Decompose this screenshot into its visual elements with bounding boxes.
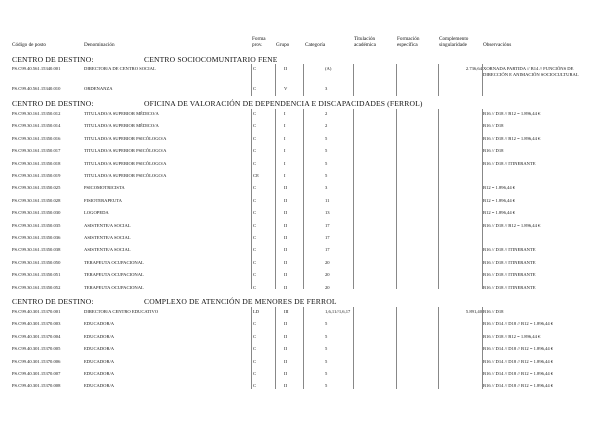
row-grupo: II [284, 321, 288, 327]
column-rule [482, 109, 483, 289]
row-forma: LD [253, 309, 260, 314]
column-rule [353, 307, 354, 389]
row-forma: C [253, 111, 257, 116]
row-categoria: 5 [325, 160, 328, 166]
row-code: PS.C99.30.161.15350.052 [12, 284, 61, 290]
row-grupo: II [284, 66, 288, 71]
row-observacions: B12 = 1.896,44 € [483, 185, 516, 191]
row-observacions: B16 // D14 // D18 // B12 = 1.896,44 € [483, 321, 554, 327]
row-denominacion: TITULADO/A SUPERIOR PSICÓLOGO/A [84, 148, 167, 154]
row-forma: C [253, 66, 257, 71]
table-row [0, 309, 615, 321]
column-rule [353, 64, 354, 96]
section-label: CENTRO DE DESTINO: [12, 55, 94, 64]
row-observacions: B16 // D14 // D18 // B12 = 1.896,44 € [483, 371, 554, 376]
column-rule [251, 109, 252, 289]
row-forma: C [253, 259, 257, 265]
column-rule [438, 109, 439, 289]
row-code: PS.C99.30.161.15350.018 [12, 160, 61, 166]
table-row [0, 223, 615, 235]
row-code: PS.C99.30.161.15350.016 [12, 135, 61, 141]
row-forma: C [253, 235, 257, 240]
row-forma: C [253, 321, 257, 327]
row-observacions: B16 // D18 // ITINERANTE [483, 284, 536, 290]
column-rule [303, 109, 304, 289]
row-categoria: 5 [325, 371, 328, 376]
row-forma: C [253, 272, 257, 278]
table-row [0, 210, 615, 222]
row-categoria: 17 [325, 247, 330, 253]
row-forma: C [253, 346, 257, 352]
row-forma: CE [253, 173, 259, 178]
row-denominacion: TITULADO/A SUPERIOR PSICÓLOGO/A [84, 160, 167, 166]
row-forma: C [253, 358, 257, 364]
row-code: PS.C99.40.301.15370.005 [12, 346, 61, 352]
table-row [0, 86, 615, 98]
table-row [0, 66, 615, 78]
table-row [0, 371, 615, 383]
row-denominacion: PSICOMOTRICISTA [84, 185, 125, 191]
row-grupo: I [284, 123, 286, 129]
header-titulacion: Titulación académica [354, 36, 376, 48]
row-code: PS.C99.40.561.15340.010 [12, 86, 61, 91]
row-grupo: II [284, 346, 288, 352]
row-grupo: II [284, 259, 288, 265]
row-grupo: II [284, 358, 288, 364]
row-denominacion: EDUCADOR/A [84, 333, 115, 339]
row-denominacion: ASISTENTE/A SOCIAL [84, 235, 131, 240]
row-grupo: II [284, 333, 288, 339]
column-rule [396, 307, 397, 389]
header-denominacion: Denominación [84, 42, 115, 48]
table-row [0, 346, 615, 358]
row-grupo: II [284, 284, 288, 290]
table-row [0, 136, 615, 148]
row-observacions: B16 // D14 // D18 // B12 = 1.896,44 € [483, 358, 554, 364]
row-observacions: B16 // D18 [483, 123, 504, 129]
table-row [0, 359, 615, 371]
row-categoria: 1,6,11//1,6,17 [325, 309, 351, 314]
row-observacions: B16 // D18 // B12 = 1.896,44 € [483, 333, 541, 339]
column-rule [303, 307, 304, 389]
row-forma: C [253, 383, 257, 389]
row-observacions: B16 // D18 // ITINERANTE [483, 247, 536, 253]
header-grupo: Grupo [276, 42, 290, 48]
row-denominacion: TITULADO/A SUPERIOR MÉDICO/A [84, 123, 159, 129]
row-code: PS.C99.30.161.15350.035 [12, 222, 61, 228]
column-rule [482, 307, 483, 389]
row-categoria: 20 [325, 272, 330, 278]
header-complemento: Complemento singularidade [439, 36, 469, 48]
row-categoria: 5 [325, 173, 328, 178]
row-denominacion: TERAPEUTA OCUPACIONAL [84, 284, 144, 290]
row-grupo: III [284, 309, 289, 314]
column-rule [275, 109, 276, 289]
column-rule [251, 64, 252, 96]
column-rule [353, 109, 354, 289]
column-rule [482, 64, 483, 96]
row-observacions: B12 = 1.896,44 € [483, 197, 516, 203]
row-denominacion: EDUCADOR/A [84, 346, 115, 352]
row-complemento: 5.891,40 [465, 309, 482, 314]
row-complemento: 2.736,64 [465, 66, 482, 71]
row-denominacion: TITULADO/A SUPERIOR MÉDICO/A [84, 111, 159, 116]
row-categoria: 2 [325, 111, 328, 116]
row-categoria: 5 [325, 135, 328, 141]
row-forma: C [253, 185, 257, 191]
column-rule [303, 64, 304, 96]
table-row [0, 272, 615, 284]
row-denominacion: FISIOTERAPEUTA [84, 197, 122, 203]
row-categoria: 17 [325, 222, 330, 228]
row-code: PS.C99.40.301.15370.004 [12, 333, 61, 339]
row-categoria: 5 [325, 383, 328, 389]
row-forma: C [253, 86, 257, 91]
row-code: PS.C99.30.161.15350.025 [12, 185, 61, 191]
table-row [0, 285, 615, 297]
row-observacions: B16 // D14 // D18 // B12 = 1.896,44 € [483, 383, 554, 389]
row-observacions: B16 // D18 [483, 309, 504, 314]
row-code: PS.C99.30.161.15350.019 [12, 173, 61, 178]
table-row [0, 148, 615, 160]
row-code: PS.C99.40.301.15370.003 [12, 321, 61, 327]
row-code: PS.C99.30.161.15350.036 [12, 235, 61, 240]
section-label: CENTRO DE DESTINO: [12, 99, 94, 108]
table-row [0, 185, 615, 197]
table-row [0, 161, 615, 173]
row-categoria: 3 [325, 86, 328, 91]
row-observacions: B16 // D18 // ITINERANTE [483, 272, 536, 278]
row-grupo: II [284, 371, 288, 376]
row-observacions: B16 // D18 // B12 = 1.896,44 € [483, 222, 541, 228]
table-row [0, 321, 615, 333]
row-categoria: 3 [325, 185, 328, 191]
row-grupo: II [284, 383, 288, 389]
table-row [0, 260, 615, 272]
row-code: PS.C99.40.301.15370.006 [12, 358, 61, 364]
header-observacions: Observacións [483, 42, 512, 48]
row-grupo: I [284, 148, 286, 154]
header-formacion: Formación específica [397, 36, 420, 48]
row-denominacion: TITULADO/A SUPERIOR PSICÓLOGO/A [84, 173, 167, 178]
header-categoria: Categoría [305, 42, 326, 48]
row-observacions: XORNADA PARTIDA // B14 // FUNCIÓNS DE DIRECCIÓN E ANIMACIÓN SOCIOCULTURAL [483, 66, 579, 77]
row-code: PS.C99.30.161.15350.028 [12, 197, 61, 203]
row-grupo: I [284, 160, 286, 166]
row-grupo: II [284, 222, 288, 228]
row-categoria: 20 [325, 284, 330, 290]
row-denominacion: EDUCADOR/A [84, 383, 115, 389]
row-categoria: (A) [325, 66, 332, 71]
row-forma: C [253, 247, 257, 253]
row-forma: C [253, 222, 257, 228]
row-code: PS.C99.30.161.15350.050 [12, 259, 61, 265]
row-categoria: 5 [325, 358, 328, 364]
row-denominacion: TERAPEUTA OCUPACIONAL [84, 259, 144, 265]
table-row [0, 111, 615, 123]
row-categoria: 11 [325, 197, 330, 203]
row-forma: C [253, 333, 257, 339]
row-grupo: I [284, 135, 286, 141]
row-grupo: II [284, 235, 288, 240]
row-categoria: 5 [325, 321, 328, 327]
row-denominacion: ASISTENTE/A SOCIAL [84, 222, 131, 228]
row-observacions: B12 = 1.896,44 € [483, 210, 516, 216]
column-rule [275, 307, 276, 389]
column-rule [396, 64, 397, 96]
row-forma: C [253, 148, 257, 154]
column-rule [438, 307, 439, 389]
row-grupo: II [284, 210, 288, 216]
table-row [0, 383, 615, 395]
row-grupo: I [284, 173, 286, 178]
table-row [0, 198, 615, 210]
row-categoria: 13 [325, 210, 330, 216]
section-name: COMPLEXO DE ATENCIÓN DE MENORES DE FERROL [144, 297, 337, 306]
row-grupo: V [284, 86, 288, 91]
row-observacions: B16 // D18 // ITINERANTE [483, 259, 536, 265]
row-code: PS.C99.30.161.15350.030 [12, 210, 61, 216]
table-row [0, 173, 615, 185]
row-observacions: B16 // D18 // ITINERANTE [483, 160, 536, 166]
row-denominacion: DIRECTOR/A DE CENTRO SOCIAL [84, 66, 156, 71]
row-categoria: 5 [325, 148, 328, 154]
row-code: PS.C99.40.301.15370.007 [12, 371, 61, 376]
row-grupo: II [284, 272, 288, 278]
column-rule [396, 109, 397, 289]
table-row [0, 123, 615, 135]
row-code: PS.C99.30.161.15350.012 [12, 111, 61, 116]
row-denominacion: LOGOPEDA [84, 210, 109, 216]
row-denominacion: ORDENANZA [84, 86, 113, 91]
row-observacions: B16 // D14 // D18 // B12 = 1.896,44 € [483, 346, 554, 352]
row-denominacion: ASISTENTE/A SOCIAL [84, 247, 131, 253]
row-forma: C [253, 160, 257, 166]
row-categoria: 5 [325, 346, 328, 352]
section-name: OFICINA DE VALORACIÓN DE DEPENDENCIA E DISCAPACIDADES (FERROL) [144, 99, 423, 108]
row-code: PS.C99.30.161.15350.014 [12, 123, 61, 129]
header-codigo: Código de posto [12, 42, 47, 48]
row-code: PS.C99.30.161.15350.017 [12, 148, 61, 154]
row-denominacion: EDUCADOR/A [84, 321, 115, 327]
row-categoria: 17 [325, 235, 330, 240]
row-forma: C [253, 197, 257, 203]
row-grupo: II [284, 197, 288, 203]
row-code: PS.C99.40.301.15370.001 [12, 309, 61, 314]
row-denominacion: TITULADO/A SUPERIOR PSICÓLOGO/A [84, 135, 167, 141]
row-code: PS.C99.40.301.15370.008 [12, 383, 61, 389]
header-forma: Forma prov. [252, 36, 266, 48]
table-row [0, 334, 615, 346]
column-rule [438, 64, 439, 96]
row-grupo: II [284, 185, 288, 191]
row-forma: C [253, 135, 257, 141]
row-forma: C [253, 371, 257, 376]
row-forma: C [253, 284, 257, 290]
row-denominacion: TERAPEUTA OCUPACIONAL [84, 272, 144, 278]
row-observacions: B16 // D18 // B12 = 1.896,44 € [483, 135, 541, 141]
section-name: CENTRO SOCIOCOMUNITARIO FENE [144, 55, 278, 64]
row-forma: C [253, 123, 257, 129]
row-categoria: 5 [325, 333, 328, 339]
column-rule [275, 64, 276, 96]
row-denominacion: DIRECTOR/A CENTRO EDUCATIVO [84, 309, 159, 314]
row-denominacion: EDUCADOR/A [84, 371, 115, 376]
row-observacions: B16 // D18 [483, 148, 504, 154]
row-code: PS.C99.30.161.15350.038 [12, 247, 61, 253]
row-forma: C [253, 210, 257, 216]
row-code: PS.C99.30.161.15350.051 [12, 272, 61, 278]
table-row [0, 247, 615, 259]
row-denominacion: EDUCADOR/A [84, 358, 115, 364]
row-code: PS.C99.40.561.15340.001 [12, 66, 61, 71]
row-grupo: I [284, 111, 286, 116]
table-row [0, 235, 615, 247]
section-label: CENTRO DE DESTINO: [12, 297, 94, 306]
row-observacions: B16 // D18 // B12 = 1.896,44 € [483, 111, 541, 116]
row-grupo: II [284, 247, 288, 253]
column-rule [251, 307, 252, 389]
row-categoria: 20 [325, 259, 330, 265]
row-categoria: 2 [325, 123, 328, 129]
